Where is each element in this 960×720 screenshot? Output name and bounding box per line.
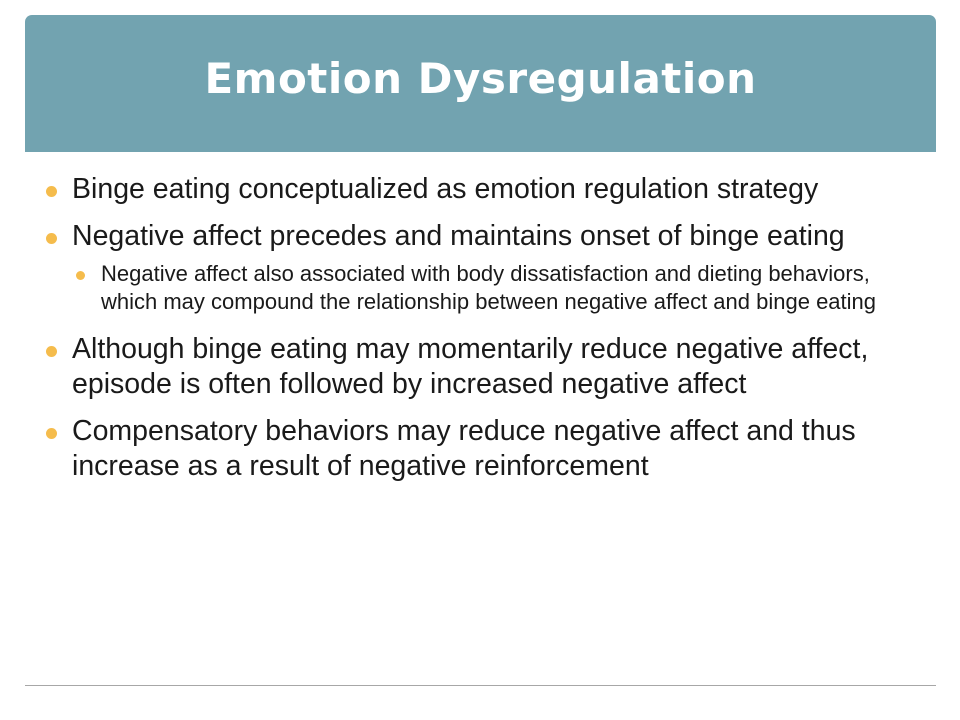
sub-bullet-item bbox=[72, 260, 926, 316]
bullet-item bbox=[46, 172, 926, 207]
bullet-item bbox=[46, 219, 926, 254]
slide-title: Emotion Dysregulation bbox=[204, 54, 757, 103]
bullet-item bbox=[46, 414, 926, 484]
footer-divider bbox=[25, 685, 936, 686]
bullet-text: Negative affect precedes and maintains onset of binge eating bbox=[72, 220, 845, 252]
bullet-list bbox=[46, 172, 926, 484]
sub-bullet-text: Negative affect also associated with body dissatisfaction and dieting behaviors, which may compound the relationship between negative affect and binge eating bbox=[101, 261, 877, 314]
bullet-dot-icon bbox=[46, 428, 57, 439]
bullet-dot-icon bbox=[46, 186, 57, 197]
bullet-dot-icon bbox=[46, 233, 57, 244]
title-bar bbox=[25, 15, 936, 152]
bullet-dot-icon bbox=[46, 346, 57, 357]
bullet-item bbox=[46, 332, 926, 402]
bullet-text: Although binge eating may momentarily reduce negative affect, episode is often followed by increased negative affect bbox=[72, 333, 869, 400]
bullet-dot-icon bbox=[76, 271, 85, 280]
bullet-text: Compensatory behaviors may reduce negative affect and thus increase as a result of negative reinforcement bbox=[72, 415, 856, 482]
bullet-text: Binge eating conceptualized as emotion regulation strategy bbox=[72, 173, 819, 205]
